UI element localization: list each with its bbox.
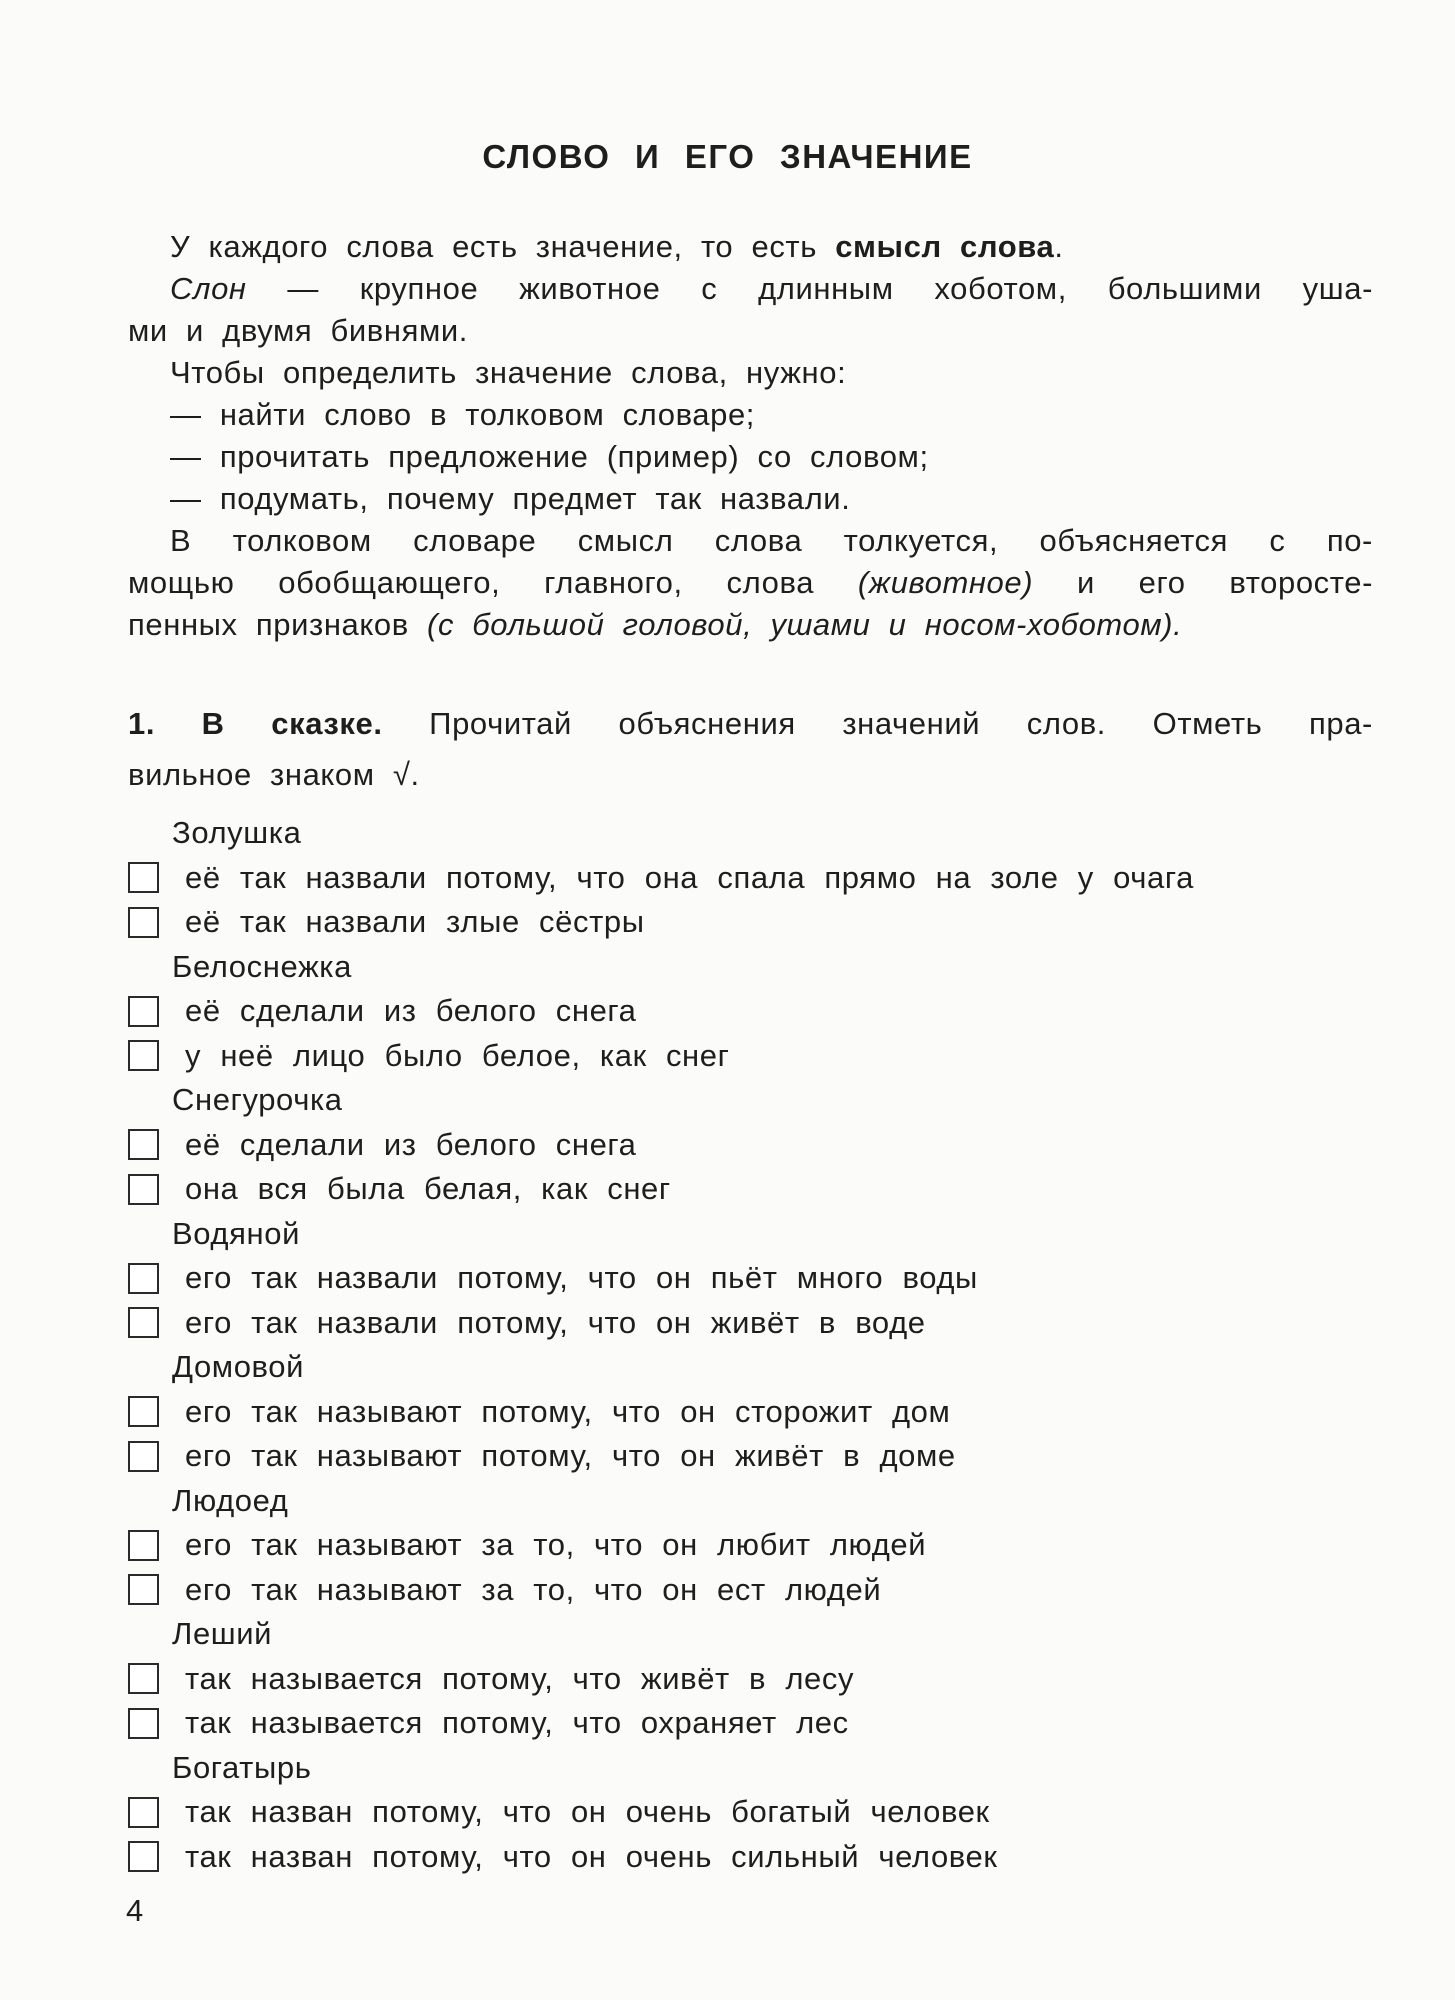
text: мощью обобщающего, главного, слова xyxy=(128,565,858,600)
answer-text: её так назвали злые сёстры xyxy=(185,904,645,939)
task-heading-line xyxy=(128,703,1373,745)
italic-text: (животное) xyxy=(857,565,1034,600)
fairy-tale-word: Водяной xyxy=(172,1215,300,1251)
answer-option xyxy=(128,990,637,1032)
answer-text: его так называют потому, что он сторожит дом xyxy=(185,1393,951,1429)
example-definition: — крупное животное с длинным хоботом, большими уша- xyxy=(246,271,1373,306)
answer-text: его так назвали потому, что он пьёт много воды xyxy=(185,1260,978,1295)
answer-checkbox[interactable] xyxy=(128,1708,159,1739)
answer-checkbox[interactable] xyxy=(128,1396,159,1427)
answer-option xyxy=(128,1391,950,1433)
answer-option xyxy=(128,1168,671,1210)
answer-checkbox[interactable] xyxy=(128,1797,159,1828)
answer-checkbox[interactable] xyxy=(128,862,159,893)
page-number: 4 xyxy=(126,1893,144,1928)
task-heading: В сказке. xyxy=(201,706,383,741)
text: пенных признаков xyxy=(128,607,428,642)
answer-checkbox[interactable] xyxy=(128,1040,159,1071)
intro-line-10 xyxy=(128,604,1373,646)
page-title: СЛОВО И ЕГО ЗНАЧЕНИЕ xyxy=(482,138,973,175)
intro-line-9 xyxy=(128,562,1373,604)
answer-option xyxy=(128,1035,730,1077)
answer-text: его так называют потому, что он живёт в доме xyxy=(185,1438,956,1473)
answer-checkbox[interactable] xyxy=(128,1441,159,1472)
fairy-tale-word: Леший xyxy=(172,1616,273,1651)
answer-checkbox[interactable] xyxy=(128,1307,159,1338)
answer-option xyxy=(128,1435,956,1477)
answer-option xyxy=(128,901,645,943)
answer-checkbox[interactable] xyxy=(128,1263,159,1294)
answer-checkbox[interactable] xyxy=(128,996,159,1027)
fairy-tale-word: Белоснежка xyxy=(172,948,352,984)
intro-line-8: В толковом словаре смысл слова толкуется, объясняется с по- xyxy=(170,523,1373,558)
answer-text: его так называют за то, что он ест людей xyxy=(185,1571,882,1607)
answer-checkbox[interactable] xyxy=(128,1841,159,1872)
answer-text: так назван потому, что он очень сильный человек xyxy=(185,1838,998,1874)
answer-option xyxy=(128,857,1194,899)
answer-text: так называется потому, что живёт в лесу xyxy=(185,1660,855,1696)
answer-text: его так называют за то, что он любит людей xyxy=(185,1527,927,1562)
answer-option xyxy=(128,1836,998,1878)
example-word: Слон xyxy=(170,271,247,306)
answer-option xyxy=(128,1124,637,1166)
intro-line-4: Чтобы определить значение слова, нужно: xyxy=(170,355,847,390)
task-instruction-line-2: вильное знаком √. xyxy=(128,757,420,792)
answer-text: его так назвали потому, что он живёт в воде xyxy=(185,1304,926,1340)
intro-line-2 xyxy=(170,268,1373,310)
italic-text: (с большой головой, ушами и носом-хоботом). xyxy=(427,607,1183,642)
step-1: — найти слово в толковом словаре; xyxy=(170,397,756,432)
intro-text: У каждого слова есть значение, то есть xyxy=(170,229,836,264)
answer-text: её сделали из белого снега xyxy=(185,1126,637,1162)
answer-checkbox[interactable] xyxy=(128,907,159,938)
answer-text: так называется потому, что охраняет лес xyxy=(185,1705,849,1740)
answer-checkbox[interactable] xyxy=(128,1663,159,1694)
fairy-tale-word: Домовой xyxy=(172,1349,305,1384)
answer-option xyxy=(128,1257,978,1299)
answer-option xyxy=(128,1302,926,1344)
answer-checkbox[interactable] xyxy=(128,1174,159,1205)
fairy-tale-word: Снегурочка xyxy=(172,1082,343,1117)
task-number: 1. xyxy=(128,706,156,741)
step-2: — прочитать предложение (пример) со словом; xyxy=(170,439,929,474)
answer-checkbox[interactable] xyxy=(128,1530,159,1561)
answer-text: она вся была белая, как снег xyxy=(185,1171,671,1206)
fairy-tale-word: Богатырь xyxy=(172,1749,312,1785)
intro-line-1 xyxy=(170,226,1373,268)
intro-bold-term: смысл слова xyxy=(835,229,1055,264)
fairy-tale-word: Людоед xyxy=(172,1482,289,1518)
answer-text: у неё лицо было белое, как снег xyxy=(185,1037,730,1073)
step-3: — подумать, почему предмет так назвали. xyxy=(170,481,851,516)
answer-option xyxy=(128,1524,926,1566)
intro-text-end: . xyxy=(1054,229,1064,264)
answer-text: её сделали из белого снега xyxy=(185,993,637,1028)
intro-line-3: ми и двумя бивнями. xyxy=(128,313,468,348)
answer-text: её так назвали потому, что она спала прямо на золе у очага xyxy=(185,859,1194,895)
text: и его второсте- xyxy=(1033,565,1373,600)
answer-checkbox[interactable] xyxy=(128,1574,159,1605)
task-instruction: Прочитай объяснения значений слов. Отметь пра- xyxy=(382,706,1373,741)
answer-option xyxy=(128,1569,881,1611)
answer-text: так назван потому, что он очень богатый человек xyxy=(185,1794,990,1829)
fairy-tale-word: Золушка xyxy=(172,815,302,850)
answer-option xyxy=(128,1702,849,1744)
answer-option xyxy=(128,1658,854,1700)
answer-checkbox[interactable] xyxy=(128,1129,159,1160)
answer-option xyxy=(128,1791,990,1833)
